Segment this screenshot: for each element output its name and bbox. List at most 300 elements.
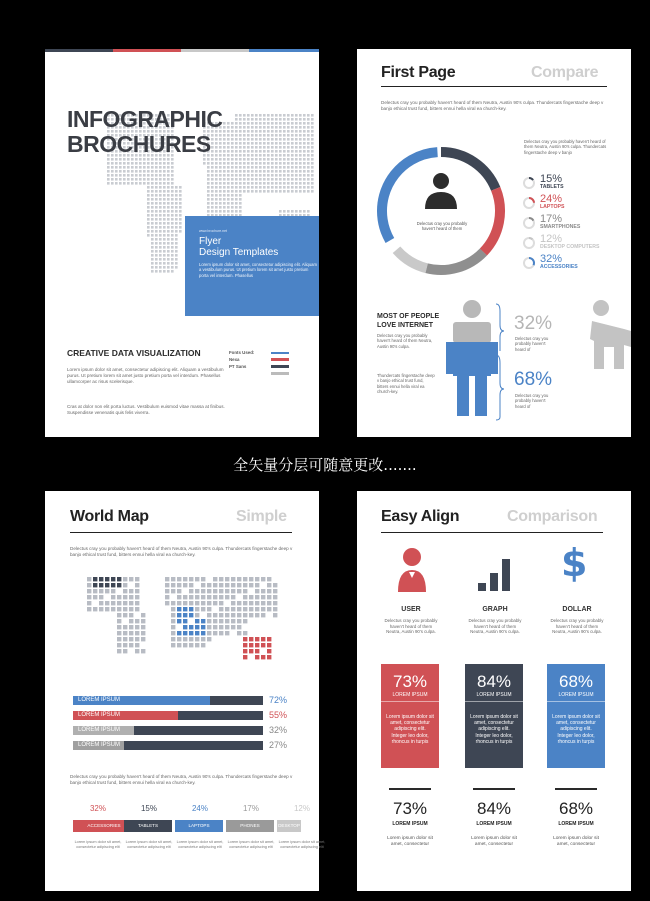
map-dot — [271, 178, 274, 181]
map-dot — [155, 186, 158, 189]
map-dot — [151, 166, 154, 169]
map-dot — [131, 182, 134, 185]
map-dot — [263, 158, 266, 161]
map-dot — [239, 118, 242, 121]
map-pixel — [249, 649, 253, 653]
map-dot — [291, 134, 294, 137]
map-dot — [291, 178, 294, 181]
map-dot — [259, 162, 262, 165]
map-pixel — [261, 613, 265, 617]
map-dot — [155, 242, 158, 245]
map-dot — [127, 174, 130, 177]
map-dot — [147, 222, 150, 225]
map-dot — [215, 210, 218, 213]
map-dot — [163, 182, 166, 185]
map-pixel — [207, 625, 211, 629]
map-dot — [223, 154, 226, 157]
section-heading: CREATIVE DATA VISUALIZATION — [67, 348, 201, 358]
map-pixel — [207, 601, 211, 605]
stat-pie-icon — [523, 237, 535, 249]
map-dot — [279, 150, 282, 153]
map-dot — [119, 158, 122, 161]
map-dot — [291, 146, 294, 149]
map-dot — [299, 122, 302, 125]
map-pixel — [255, 649, 259, 653]
map-dot — [307, 178, 310, 181]
map-dot — [267, 126, 270, 129]
map-dot — [267, 142, 270, 145]
map-dot — [311, 178, 314, 181]
map-pixel — [171, 625, 175, 629]
map-dot — [171, 238, 174, 241]
easy-align-panel — [357, 491, 631, 891]
map-dot — [271, 122, 274, 125]
map-pixel — [135, 619, 139, 623]
map-dot — [223, 198, 226, 201]
map-dot — [255, 166, 258, 169]
map-pixel — [249, 613, 253, 617]
map-dot — [167, 182, 170, 185]
map-dot — [287, 210, 290, 213]
map-dot — [267, 138, 270, 141]
map-dot — [307, 142, 310, 145]
map-dot — [167, 210, 170, 213]
map-dot — [159, 262, 162, 265]
map-dot — [307, 158, 310, 161]
progress-label: LOREM IPSUM — [78, 697, 121, 703]
stat-pie-icon — [523, 197, 535, 209]
map-dot — [291, 138, 294, 141]
map-dot — [243, 166, 246, 169]
map-dot — [235, 206, 238, 209]
map-pixel — [123, 637, 127, 641]
map-dot — [291, 174, 294, 177]
map-pixel — [243, 589, 247, 593]
map-dot — [279, 162, 282, 165]
column-label: USER — [401, 606, 421, 613]
map-dot — [311, 170, 314, 173]
map-dot — [163, 194, 166, 197]
map-pixel — [249, 607, 253, 611]
map-dot — [287, 114, 290, 117]
map-dot — [151, 178, 154, 181]
map-pixel — [171, 643, 175, 647]
map-dot — [135, 182, 138, 185]
color-card — [381, 664, 439, 768]
map-pixel — [225, 619, 229, 623]
map-dot — [279, 182, 282, 185]
map-pixel — [231, 619, 235, 623]
map-dot — [219, 174, 222, 177]
map-dot — [287, 138, 290, 141]
map-dot — [159, 246, 162, 249]
map-dot — [163, 190, 166, 193]
map-dot — [227, 162, 230, 165]
map-dot — [235, 122, 238, 125]
map-dot — [159, 234, 162, 237]
map-dot — [263, 138, 266, 141]
stat-row — [523, 234, 623, 254]
category-label: DESKTOP — [277, 820, 301, 832]
map-pixel — [129, 607, 133, 611]
map-pixel — [171, 577, 175, 581]
map-dot — [223, 162, 226, 165]
map-dot — [287, 154, 290, 157]
map-dot — [231, 198, 234, 201]
map-dot — [291, 114, 294, 117]
map-pixel — [189, 595, 193, 599]
category-list — [73, 804, 326, 884]
map-dot — [139, 166, 142, 169]
map-dot — [247, 122, 250, 125]
map-dot — [267, 162, 270, 165]
map-dot — [127, 158, 130, 161]
map-dot — [175, 242, 178, 245]
map-dot — [295, 158, 298, 161]
map-dot — [247, 174, 250, 177]
map-pixel — [267, 595, 271, 599]
stat-label: TABLETS — [540, 184, 564, 190]
map-dot — [235, 202, 238, 205]
map-dot — [307, 154, 310, 157]
map-dot — [159, 202, 162, 205]
progress-label: LOREM IPSUM — [78, 727, 121, 733]
brochure-cover-panel — [45, 49, 319, 437]
map-dot — [223, 122, 226, 125]
map-dot — [179, 230, 182, 233]
map-dot — [167, 222, 170, 225]
map-dot — [175, 206, 178, 209]
map-dot — [271, 150, 274, 153]
map-pixel — [249, 583, 253, 587]
map-dot — [175, 254, 178, 257]
map-pixel — [237, 607, 241, 611]
map-dot — [167, 178, 170, 181]
map-pixel — [111, 607, 115, 611]
map-dot — [299, 142, 302, 145]
map-dot — [135, 174, 138, 177]
map-dot — [291, 130, 294, 133]
map-pixel — [135, 595, 139, 599]
map-pixel — [255, 643, 259, 647]
map-dot — [299, 166, 302, 169]
map-dot — [147, 218, 150, 221]
map-dot — [291, 126, 294, 129]
map-dot — [167, 226, 170, 229]
map-pixel — [183, 619, 187, 623]
map-pixel — [129, 625, 133, 629]
map-dot — [255, 142, 258, 145]
map-dot — [163, 238, 166, 241]
map-dot — [311, 182, 314, 185]
map-dot — [275, 138, 278, 141]
map-dot — [295, 146, 298, 149]
map-dot — [279, 146, 282, 149]
map-dot — [155, 218, 158, 221]
map-dot — [163, 178, 166, 181]
map-pixel — [195, 577, 199, 581]
map-pixel — [141, 637, 145, 641]
map-dot — [239, 162, 242, 165]
map-dot — [159, 210, 162, 213]
map-dot — [235, 154, 238, 157]
card-divider — [381, 701, 439, 702]
map-dot — [223, 202, 226, 205]
map-dot — [115, 162, 118, 165]
map-dot — [167, 174, 170, 177]
map-dot — [163, 234, 166, 237]
map-pixel — [117, 577, 121, 581]
map-dot — [171, 254, 174, 257]
map-dot — [175, 186, 178, 189]
map-pixel — [105, 607, 109, 611]
map-dot — [227, 178, 230, 181]
map-pixel — [243, 655, 247, 659]
map-dot — [235, 150, 238, 153]
map-pixel — [207, 619, 211, 623]
map-dot — [175, 250, 178, 253]
map-dot — [231, 154, 234, 157]
map-dot — [303, 146, 306, 149]
map-dot — [295, 190, 298, 193]
map-dot — [247, 118, 250, 121]
map-dot — [135, 170, 138, 173]
map-dot — [167, 246, 170, 249]
map-dot — [175, 214, 178, 217]
map-dot — [279, 154, 282, 157]
stat-percent: 24% — [540, 193, 563, 205]
map-pixel — [267, 649, 271, 653]
map-dot — [295, 186, 298, 189]
map-dot — [311, 114, 314, 117]
map-dot — [231, 178, 234, 181]
map-pixel — [249, 577, 253, 581]
map-dot — [155, 210, 158, 213]
map-dot — [171, 214, 174, 217]
map-dot — [255, 178, 258, 181]
map-dot — [163, 158, 166, 161]
map-dot — [247, 166, 250, 169]
progress-percent: 32% — [269, 725, 288, 735]
map-pixel — [231, 601, 235, 605]
map-dot — [267, 134, 270, 137]
map-pixel — [219, 577, 223, 581]
map-dot — [259, 134, 262, 137]
map-pixel — [189, 607, 193, 611]
map-dot — [263, 134, 266, 137]
map-dot — [147, 226, 150, 229]
map-dot — [271, 126, 274, 129]
map-pixel — [105, 601, 109, 605]
map-dot — [227, 206, 230, 209]
map-dot — [247, 142, 250, 145]
map-dot — [143, 162, 146, 165]
map-dot — [171, 234, 174, 237]
map-pixel — [177, 583, 181, 587]
map-pixel — [129, 577, 133, 581]
graph-icon — [477, 553, 513, 593]
map-dot — [283, 118, 286, 121]
map-pixel — [135, 583, 139, 587]
map-pixel — [105, 589, 109, 593]
map-pixel — [189, 637, 193, 641]
map-dot — [303, 190, 306, 193]
map-dot — [231, 158, 234, 161]
map-dot — [255, 190, 258, 193]
map-dot — [175, 202, 178, 205]
map-dot — [159, 226, 162, 229]
map-dot — [259, 146, 262, 149]
map-dot — [171, 222, 174, 225]
map-dot — [171, 202, 174, 205]
map-pixel — [213, 577, 217, 581]
map-dot — [263, 142, 266, 145]
map-dot — [231, 162, 234, 165]
category-item — [277, 804, 337, 850]
map-pixel — [201, 625, 205, 629]
map-dot — [123, 166, 126, 169]
map-pixel — [261, 655, 265, 659]
map-dot — [267, 118, 270, 121]
map-dot — [271, 146, 274, 149]
map-pixel — [219, 583, 223, 587]
map-dot — [307, 130, 310, 133]
map-dot — [263, 150, 266, 153]
map-pixel — [219, 607, 223, 611]
map-dot — [235, 210, 238, 213]
map-dot — [151, 186, 154, 189]
map-dot — [223, 182, 226, 185]
map-dot — [155, 230, 158, 233]
map-dot — [251, 122, 254, 125]
font-swatches — [271, 352, 289, 375]
map-dot — [107, 182, 110, 185]
map-dot — [295, 178, 298, 181]
map-dot — [155, 266, 158, 269]
map-dot — [147, 182, 150, 185]
map-dot — [275, 134, 278, 137]
map-dot — [219, 202, 222, 205]
map-dot — [311, 190, 314, 193]
map-dot — [279, 190, 282, 193]
map-dot — [239, 126, 242, 129]
map-pixel — [213, 631, 217, 635]
map-dot — [211, 182, 214, 185]
map-dot — [147, 206, 150, 209]
map-dot — [295, 122, 298, 125]
stat-pie-icon — [523, 257, 535, 269]
map-dot — [211, 158, 214, 161]
map-dot — [223, 186, 226, 189]
map-dot — [155, 178, 158, 181]
map-dot — [171, 230, 174, 233]
progress-percent: 72% — [269, 695, 288, 705]
map-dot — [131, 178, 134, 181]
side-text: Delectus cray you probably haven't heard of them Neutra, Austin 90's culpa. Thundercats fingerstache deep v banjo — [524, 139, 607, 155]
map-pixel — [189, 631, 193, 635]
map-dot — [247, 114, 250, 117]
map-dot — [159, 250, 162, 253]
map-pixel — [189, 583, 193, 587]
map-dot — [287, 162, 290, 165]
map-pixel — [165, 601, 169, 605]
map-dot — [175, 230, 178, 233]
map-dot — [147, 230, 150, 233]
map-dot — [235, 162, 238, 165]
map-dot — [163, 258, 166, 261]
map-pixel — [213, 601, 217, 605]
map-dot — [243, 154, 246, 157]
map-dot — [155, 214, 158, 217]
category-label: TABLETS — [124, 820, 172, 832]
map-dot — [303, 158, 306, 161]
map-dot — [311, 126, 314, 129]
column-text: Delectus cray you probably haven't heard of them Neutra, Austin 90's culpa. — [550, 618, 604, 635]
map-pixel — [99, 589, 103, 593]
map-pixel — [255, 583, 259, 587]
map-dot — [295, 134, 298, 137]
map-dot — [143, 158, 146, 161]
map-pixel — [237, 625, 241, 629]
brace-icon — [495, 303, 505, 421]
map-dot — [155, 222, 158, 225]
map-dot — [159, 218, 162, 221]
map-dot — [283, 158, 286, 161]
map-dot — [291, 158, 294, 161]
map-dot — [167, 250, 170, 253]
map-dot — [151, 266, 154, 269]
bottom-rule — [555, 788, 597, 790]
map-dot — [259, 126, 262, 129]
map-pixel — [201, 577, 205, 581]
map-pixel — [129, 619, 133, 623]
map-dot — [143, 178, 146, 181]
map-dot — [215, 190, 218, 193]
card-divider — [547, 701, 605, 702]
map-pixel — [201, 619, 205, 623]
map-dot — [239, 178, 242, 181]
map-dot — [171, 226, 174, 229]
map-pixel — [93, 589, 97, 593]
map-dot — [167, 234, 170, 237]
map-dot — [255, 158, 258, 161]
category-text: Lorem ipsum dolor sit amet, consectetur adipiscing elit — [278, 840, 326, 849]
map-dot — [207, 190, 210, 193]
stat-label: LAPTOPS — [540, 204, 565, 210]
map-dot — [283, 174, 286, 177]
map-dot — [215, 186, 218, 189]
map-dot — [255, 162, 258, 165]
map-dot — [235, 198, 238, 201]
progress-bar-row — [73, 724, 313, 739]
map-dot — [243, 186, 246, 189]
map-dot — [251, 134, 254, 137]
map-pixel — [177, 595, 181, 599]
map-pixel — [165, 577, 169, 581]
map-dot — [167, 206, 170, 209]
map-pixel — [201, 589, 205, 593]
map-dot — [159, 230, 162, 233]
map-dot — [267, 122, 270, 125]
map-dot — [119, 178, 122, 181]
map-pixel — [141, 613, 145, 617]
map-pixel — [195, 613, 199, 617]
map-dot — [167, 190, 170, 193]
map-dot — [131, 174, 134, 177]
map-dot — [231, 142, 234, 145]
map-dot — [179, 190, 182, 193]
map-dot — [175, 258, 178, 261]
